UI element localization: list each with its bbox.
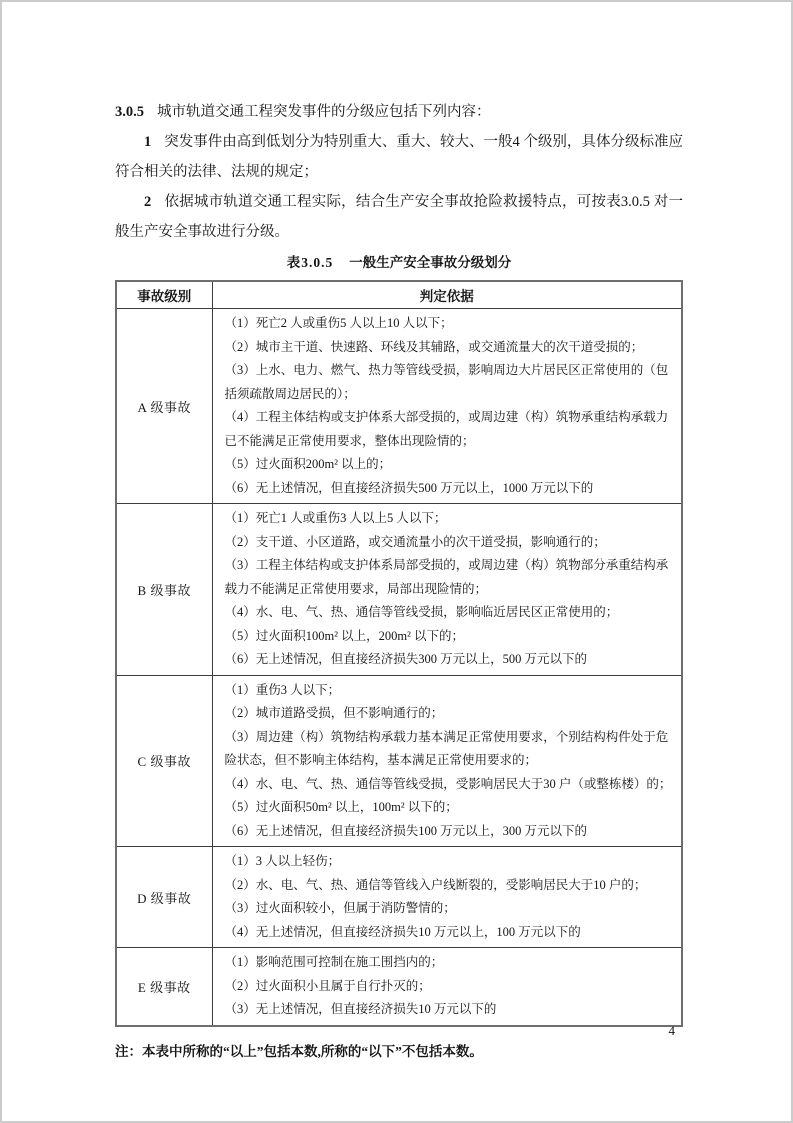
table-header-row [116,281,682,309]
clause-heading [115,97,683,127]
criteria-item: （3）过火面积较小，但属于消防警情的； [224,901,456,915]
accident-level-cell: C 级事故 [116,675,212,847]
criteria-item: （2）城市道路受损，但不影响通行的； [224,706,444,720]
criteria-item: （2）支干道、小区道路，或交通流量小的次干道受损，影响通行的； [224,534,606,549]
criteria-item: （2）过火面积小且属于自行扑灭的； [224,978,431,993]
table-caption-title: 一般生产安全事故分级划分 [349,255,512,270]
table-row [116,504,682,676]
table-row [116,675,682,847]
table-row [116,847,682,948]
criteria-item: （4）工程主体结构或支护体系大部受损的，或周边建（构）筑物承重结构承载力已不能满足正常使用要求，整体出现险情的； [224,410,669,448]
criteria-item: （1）3 人以上轻伤； [224,854,341,868]
criteria-item: （5）过火面积100m² 以上，200m² 以下的； [224,628,464,643]
table-row [116,309,682,504]
table-note: 注：本表中所称的“以上”包括本数,所称的“以下”不包括本数。 [115,1043,483,1059]
criteria-item: （3）周边建（构）筑物结构承载力基本满足正常使用要求，个别结构构件处于危险状态，但不影响主体结构，基本满足正常使用要求的； [224,729,669,767]
criteria-item: （4）水、电、气、热、通信等管线受损，受影响居民大于30 户（或整栋楼）的； [224,776,672,791]
clause-item-text: 突发事件由高到低划分为特别重大、重大、较大、一般4 个级别，具体分级标准应符合相关的法律、法规的规定； [115,134,683,180]
criteria-item: （6）无上述情况，但直接经济损失100 万元以上，300 万元以下的 [224,823,588,838]
clause-items [115,127,683,247]
criteria-cell [212,504,682,676]
criteria-cell [212,309,682,504]
criteria-cell [212,948,682,1026]
clause-item-text: 依据城市轨道交通工程实际，结合生产安全事故抢险救援特点，可按表3.0.5 对一般生产安全事故进行分级。 [115,194,683,240]
clause-item-number: 1 [144,134,152,150]
page-content [115,97,683,1062]
criteria-item: （3）无上述情况，但直接经济损失10 万元以下的 [224,1002,497,1016]
accident-classification-table [115,280,683,1027]
criteria-item: （6）无上述情况，但直接经济损失500 万元以上，1000 万元以下的 [224,480,594,495]
clause-item-2 [115,187,683,247]
criteria-cell [212,675,682,847]
header-accident-level: 事故级别 [116,281,212,309]
criteria-item: （5）过火面积50m² 以上，100m² 以下的； [224,800,458,814]
criteria-item: （1）死亡1 人或重伤3 人以上5 人以下； [224,511,447,525]
table-caption-label: 表3.0.5 [286,255,334,270]
criteria-item: （3）工程主体结构或支护体系局部受损的，或周边建（构）筑物部分承重结构承载力不能满足正常使用要求，局部出现险情的； [224,558,669,596]
table-row [116,948,682,1026]
criteria-item: （6）无上述情况，但直接经济损失300 万元以上，500 万元以下的 [224,652,588,666]
accident-level-cell: D 级事故 [116,847,212,948]
clause-text: 城市轨道交通工程突发事件的分级应包括下列内容： [157,104,491,120]
criteria-item: （4）水、电、气、热、通信等管线受损，影响临近居民区正常使用的； [224,605,619,619]
criteria-cell [212,847,682,948]
criteria-item: （1）重伤3 人以下； [224,682,341,697]
criteria-item: （2）城市主干道、快速路、环线及其辅路，或交通流量大的次干道受损的； [224,339,644,354]
clause-item-1 [115,127,683,187]
accident-level-cell: E 级事故 [116,948,212,1026]
criteria-item: （1）死亡2 人或重伤5 人以上10 人以下； [224,316,453,330]
accident-level-cell: A 级事故 [116,309,212,504]
page-number: 4 [668,1023,675,1038]
header-criteria: 判定依据 [212,281,682,309]
criteria-item: （2）水、电、气、热、通信等管线入户线断裂的，受影响居民大于10 户的； [224,877,647,892]
table-caption [115,249,683,276]
criteria-item: （5）过火面积200m² 以上的； [224,457,392,471]
clause-number: 3.0.5 [115,104,144,120]
clause-item-number: 2 [144,194,152,210]
criteria-item: （3）上水、电力、燃气、热力等管线受损，影响周边大片居民区正常使用的（包括须疏散周边居民的）； [224,363,669,401]
accident-level-cell: B 级事故 [116,504,212,676]
criteria-item: （1）影响范围可控制在施工围挡内的； [224,955,444,969]
criteria-item: （4）无上述情况，但直接经济损失10 万元以上，100 万元以下的 [224,924,581,939]
